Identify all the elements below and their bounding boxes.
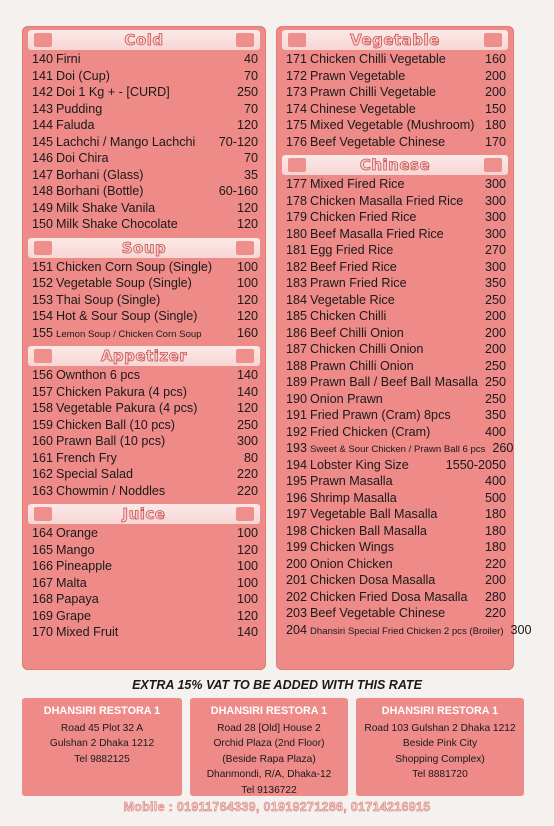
menu-item <box>22 102 266 119</box>
menu-item-number: 197 <box>286 507 308 521</box>
menu-item-price: 70 <box>243 101 258 116</box>
menu-item-number: 158 <box>32 401 54 415</box>
menu-item-name: Chicken Dosa Masalla <box>310 573 436 587</box>
menu-item-price: 180 <box>484 507 506 521</box>
menu-item-name: Doi Chira <box>56 151 109 165</box>
menu-item-price: 220 <box>484 606 506 620</box>
menu-item-name: Borhani (Glass) <box>56 167 144 182</box>
menu-item-price: 500 <box>484 490 506 505</box>
section-banner-soup <box>28 238 260 258</box>
menu-item-name: Chicken Fried Rice <box>310 210 417 224</box>
menu-item-name: Orange <box>56 526 99 540</box>
menu-item-number: 189 <box>286 375 308 389</box>
menu-item-number: 166 <box>32 559 54 573</box>
branch-card-dhanmondi <box>190 698 348 796</box>
menu-item-price: 140 <box>236 384 258 399</box>
menu-item-price: 250 <box>484 292 506 307</box>
menu-item <box>22 385 266 402</box>
menu-item <box>276 85 514 102</box>
menu-item-number: 155 <box>32 325 54 340</box>
menu-item-number: 186 <box>286 325 308 340</box>
menu-item-price: 160 <box>236 325 258 340</box>
menu-item-name: Shrimp Masalla <box>310 490 397 505</box>
menu-item-number: 187 <box>286 342 308 356</box>
menu-item <box>276 474 514 491</box>
menu-item-number: 183 <box>286 276 308 290</box>
menu-item <box>276 392 514 409</box>
menu-item-price: 200 <box>484 342 506 356</box>
menu-item <box>22 52 266 69</box>
menu-item-name: Pudding <box>56 101 103 116</box>
menu-item <box>22 151 266 168</box>
branch-phone: Tel 9136722 <box>241 784 297 796</box>
section-title: Vegetable <box>350 31 440 49</box>
menu-item-price: 270 <box>484 243 506 257</box>
menu-item-name: Beef Fried Rice <box>310 259 397 274</box>
menu-item-number: 152 <box>32 276 54 290</box>
menu-item-price: 100 <box>236 276 258 290</box>
menu-item-price: 300 <box>484 177 506 191</box>
menu-item-price: 120 <box>236 292 258 307</box>
menu-item <box>276 425 514 442</box>
menu-item-price: 180 <box>484 118 506 132</box>
menu-item-number: 163 <box>32 483 54 498</box>
menu-item <box>22 217 266 234</box>
menu-item <box>276 326 514 343</box>
menu-item-price: 400 <box>484 424 506 439</box>
menu-item <box>22 526 266 543</box>
menu-item-price: 170 <box>484 134 506 149</box>
menu-item-number: 157 <box>32 384 54 399</box>
section-title: Cold <box>124 31 164 49</box>
menu-item-price: 300 <box>510 622 532 637</box>
menu-item-name: Borhani (Bottle) <box>56 184 144 198</box>
menu-item <box>276 408 514 425</box>
menu-item-number: 184 <box>286 292 308 307</box>
menu-item <box>276 590 514 607</box>
menu-item <box>22 609 266 626</box>
menu-item <box>276 375 514 392</box>
menu-item-name: Doi (Cup) <box>56 68 110 83</box>
branch-name: DHANSIRI RESTORA 1 <box>210 705 328 717</box>
menu-item <box>276 458 514 475</box>
menu-item-name: Lobster King Size <box>310 457 409 472</box>
menu-item <box>22 592 266 609</box>
menu-item-name: Sweet & Sour Chicken / Prawn Ball 6 pcs <box>310 444 486 455</box>
menu-item-name: Beef Chilli Onion <box>310 325 404 340</box>
menu-item <box>276 359 514 376</box>
menu-item-name: Grape <box>56 608 92 623</box>
menu-item-price: 200 <box>484 309 506 323</box>
menu-item-name: Chicken Pakura (4 pcs) <box>56 384 187 399</box>
menu-item-number: 161 <box>32 450 54 465</box>
menu-item-number: 168 <box>32 592 54 606</box>
menu-item-number: 147 <box>32 167 54 182</box>
menu-item-number: 179 <box>286 210 308 224</box>
menu-item-name: Onion Chicken <box>310 556 393 571</box>
menu-item-name: Ownthon 6 pcs <box>56 368 141 382</box>
menu-item <box>22 260 266 277</box>
menu-item <box>276 135 514 152</box>
menu-item-number: 141 <box>32 68 54 83</box>
menu-item-price: 260 <box>492 441 514 455</box>
menu-item-name: Beef Vegetable Chinese <box>310 134 446 149</box>
branch-address-line: Beside Pink City <box>402 738 478 749</box>
menu-item-price: 70 <box>243 68 258 83</box>
menu-item-name: Hot & Sour Soup (Single) <box>56 309 198 323</box>
menu-item-number: 200 <box>286 556 308 571</box>
menu-item <box>22 135 266 152</box>
menu-item-number: 181 <box>286 243 308 257</box>
menu-item <box>22 85 266 102</box>
menu-item-price: 40 <box>243 52 258 66</box>
menu-item-price: 120 <box>236 401 258 415</box>
menu-item-name: Chinese Vegetable <box>310 101 416 116</box>
menu-item-price: 250 <box>236 417 258 432</box>
menu-item-name: Prawn Chilli Vegetable <box>310 85 437 99</box>
menu-item-number: 191 <box>286 408 308 422</box>
menu-item <box>276 309 514 326</box>
right-menu-panel <box>276 26 532 670</box>
menu-item-number: 192 <box>286 424 308 439</box>
menu-item-number: 165 <box>32 542 54 557</box>
vat-notice: EXTRA 15% VAT TO BE ADDED WITH THIS RATE <box>132 678 422 692</box>
menu-item <box>22 418 266 435</box>
branch-address-line: Road 45 Plot 32 A <box>60 722 144 734</box>
menu-item-price: 200 <box>484 85 506 99</box>
branch-address-line: (Beside Rapa Plaza) <box>222 753 316 765</box>
branch-address-line: Dhanmondi, R/A, Dhaka-12 <box>206 769 332 780</box>
menu-item-name: Papaya <box>56 592 99 606</box>
menu-item-number: 188 <box>286 358 308 373</box>
menu-item-number: 153 <box>32 292 54 307</box>
menu-item-price: 180 <box>484 523 506 538</box>
menu-item-price: 350 <box>484 276 506 290</box>
menu-item-price: 70-120 <box>218 134 258 149</box>
menu-item-price: 200 <box>484 68 506 83</box>
menu-item-number: 176 <box>286 134 308 149</box>
menu-item-price: 250 <box>484 358 506 373</box>
menu-item-name: Chicken Ball Masalla <box>310 523 427 538</box>
menu-item-number: 151 <box>32 259 54 274</box>
menu-item-name: Lemon Soup / Chicken Corn Soup <box>56 328 202 340</box>
menu-item-name: Egg Fried Rice <box>310 243 394 257</box>
menu-item <box>22 543 266 560</box>
menu-item-number: 160 <box>32 434 54 448</box>
menu-item-number: 142 <box>32 85 54 99</box>
menu-item-price: 160 <box>484 52 506 66</box>
branch-name: DHANSIRI RESTORA 1 <box>43 705 161 717</box>
branch-phone: Tel 8881720 <box>412 769 468 780</box>
menu-item-number: 149 <box>32 200 54 215</box>
menu-item-price: 150 <box>484 101 506 116</box>
menu-item-name: Vegetable Ball Masalla <box>310 507 438 521</box>
menu-item <box>22 293 266 310</box>
menu-item-name: Chicken Masalla Fried Rice <box>310 193 464 208</box>
menu-item <box>22 559 266 576</box>
menu-item-number: 175 <box>286 118 308 132</box>
menu-item <box>276 102 514 119</box>
menu-item-name: Faluda <box>56 118 95 132</box>
menu-item-number: 172 <box>286 68 308 83</box>
menu-item-price: 120 <box>236 200 258 215</box>
menu-item-number: 143 <box>32 101 54 116</box>
menu-item <box>276 52 514 69</box>
menu-item-price: 80 <box>243 450 258 465</box>
menu-item <box>22 434 266 451</box>
menu-item-price: 100 <box>236 259 258 274</box>
menu-item-price: 280 <box>484 589 506 604</box>
branch-address-line: Shopping Complex) <box>395 753 485 765</box>
menu-item-name: Firni <box>56 52 81 66</box>
menu-item-name: Prawn Chilli Onion <box>310 358 414 373</box>
menu-item-number: 174 <box>286 101 308 116</box>
menu-item-name: Chicken Fried Dosa Masalla <box>310 589 468 604</box>
menu-item-name: Prawn Ball (10 pcs) <box>56 434 166 448</box>
menu-item-number: 199 <box>286 540 308 554</box>
menu-item-name: Chicken Chilli <box>310 309 387 323</box>
menu-item-name: Lachchi / Mango Lachchi <box>56 134 196 149</box>
menu-item <box>22 69 266 86</box>
menu-item-name: Dhansiri Special Fried Chicken 2 pcs (Broiler) <box>310 625 504 637</box>
menu-item-name: French Fry <box>56 450 117 465</box>
menu-item-price: 250 <box>484 391 506 406</box>
menu-item <box>276 524 514 541</box>
menu-item-name: Beef Masalla Fried Rice <box>310 226 444 241</box>
menu-item <box>22 118 266 135</box>
menu-item <box>276 540 514 557</box>
menu-item-price: 250 <box>236 85 258 99</box>
branch-name: DHANSIRI RESTORA 1 <box>381 705 499 717</box>
menu-item <box>276 260 514 277</box>
menu-item <box>22 576 266 593</box>
menu-item-name: Chowmin / Noddles <box>56 483 166 498</box>
menu-item-number: 140 <box>32 52 54 66</box>
menu-item <box>22 309 266 326</box>
menu-item-number: 194 <box>286 457 308 472</box>
menu-item-price: 300 <box>236 434 258 448</box>
menu-item <box>276 276 514 293</box>
menu-item-price: 120 <box>236 608 258 623</box>
menu-item <box>276 622 532 640</box>
menu-item-price: 140 <box>236 368 258 382</box>
menu-item-price: 120 <box>236 118 258 132</box>
menu-item-name: Prawn Fried Rice <box>310 276 407 290</box>
menu-item-number: 177 <box>286 177 308 191</box>
menu-item <box>276 194 514 211</box>
menu-item-number: 196 <box>286 490 308 505</box>
menu-item <box>276 441 514 458</box>
menu-item-price: 250 <box>484 375 506 389</box>
menu-item-price: 100 <box>236 559 258 573</box>
menu-item <box>22 401 266 418</box>
menu-item-name: Mixed Vegetable (Mushroom) <box>310 118 475 132</box>
branch-card-gulshan-road-103 <box>356 698 524 796</box>
menu-item-name: Vegetable Rice <box>310 292 395 307</box>
menu-item <box>276 177 514 194</box>
menu-item-name: Prawn Masalla <box>310 474 393 488</box>
menu-item-number: 150 <box>32 217 54 231</box>
menu-item-price: 60-160 <box>218 184 258 198</box>
menu-item-number: 182 <box>286 259 308 274</box>
menu-item-name: Vegetable Soup (Single) <box>56 276 192 290</box>
menu-item <box>22 326 266 343</box>
menu-item-price: 140 <box>236 625 258 639</box>
menu-item-number: 178 <box>286 193 308 208</box>
menu-item <box>22 625 266 642</box>
menu-item-name: Mango <box>56 542 95 557</box>
menu-item-number: 162 <box>32 467 54 481</box>
menu-item-number: 154 <box>32 309 54 323</box>
menu-item-number: 169 <box>32 608 54 623</box>
menu-item-price: 300 <box>484 226 506 241</box>
menu-item-number: 201 <box>286 573 308 587</box>
menu-item-price: 200 <box>484 325 506 340</box>
menu-item-number: 171 <box>286 52 308 66</box>
menu-item-name: Milk Shake Vanila <box>56 200 156 215</box>
menu-item-number: 193 <box>286 441 308 455</box>
menu-item-number: 198 <box>286 523 308 538</box>
menu-item <box>22 276 266 293</box>
section-banner-cold <box>28 30 260 50</box>
menu-item-price: 180 <box>484 540 506 554</box>
left-menu-panel <box>22 26 266 670</box>
section-title: Soup <box>121 238 167 257</box>
section-banner-juice <box>28 504 260 524</box>
menu-item-number: 170 <box>32 625 54 639</box>
menu-item-name: Beef Vegetable Chinese <box>310 606 446 620</box>
menu-item-name: Milk Shake Chocolate <box>56 217 178 231</box>
menu-item-price: 220 <box>236 467 258 481</box>
menu-item <box>276 557 514 574</box>
menu-item <box>276 342 514 359</box>
menu-item-price: 100 <box>236 575 258 590</box>
menu-item-name: Malta <box>56 575 87 590</box>
menu-item-number: 167 <box>32 575 54 590</box>
menu-item <box>22 184 266 201</box>
menu-item <box>22 368 266 385</box>
menu-item-price: 400 <box>484 474 506 488</box>
menu-item-name: Chicken Chilli Onion <box>310 342 424 356</box>
menu-item-number: 144 <box>32 118 54 132</box>
menu-item-name: Prawn Ball / Beef Ball Masalla <box>310 375 478 389</box>
menu-item-name: Pineapple <box>56 559 113 573</box>
menu-item-number: 148 <box>32 184 54 198</box>
menu-item-number: 156 <box>32 368 54 382</box>
menu-item <box>22 201 266 218</box>
menu-item <box>22 168 266 185</box>
menu-item-price: 100 <box>236 592 258 606</box>
menu-item-name: Chicken Wings <box>310 540 394 554</box>
menu-item-price: 70 <box>243 151 258 165</box>
section-title: Chinese <box>359 156 431 174</box>
section-banner-appetizer <box>28 346 260 366</box>
menu-item-name: Doi 1 Kg + - [CURD] <box>56 85 170 99</box>
branch-address-line: Road 103 Gulshan 2 Dhaka 1212 <box>364 722 516 734</box>
branch-address-line: Orchid Plaza (2nd Floor) <box>213 738 325 749</box>
section-banner-chinese <box>282 155 508 175</box>
menu-item-number: 180 <box>286 226 308 241</box>
branch-address-line: Road 28 [Old] House 2 <box>217 722 321 734</box>
menu-item-name: Thai Soup (Single) <box>56 292 161 307</box>
menu-item-price: 300 <box>484 210 506 224</box>
menu-item-name: Prawn Vegetable <box>310 68 406 83</box>
menu-item-name: Mixed Fired Rice <box>310 177 405 191</box>
menu-item-name: Special Salad <box>56 467 134 481</box>
menu-item-price: 120 <box>236 542 258 557</box>
section-title: Juice <box>122 505 166 523</box>
menu-item <box>276 210 514 227</box>
branch-phone: Tel 9882125 <box>74 753 130 765</box>
menu-item-name: Chicken Corn Soup (Single) <box>56 259 213 274</box>
menu-item-number: 173 <box>286 85 308 99</box>
menu-item <box>276 118 514 135</box>
menu-item-price: 220 <box>484 556 506 571</box>
section-title: Appetizer <box>100 347 188 365</box>
menu-item <box>276 243 514 260</box>
menu-item-number: 185 <box>286 309 308 323</box>
menu-item-price: 120 <box>236 309 258 323</box>
menu-item <box>276 227 514 244</box>
menu-item-number: 164 <box>32 526 54 540</box>
menu-item-price: 350 <box>484 408 506 422</box>
menu-item-name: Mixed Fruit <box>56 625 119 639</box>
menu-item <box>22 451 266 468</box>
menu-item-number: 145 <box>32 134 54 149</box>
menu-item-name: Chicken Ball (10 pcs) <box>56 417 175 432</box>
menu-item <box>276 606 514 623</box>
menu-item-name: Fried Chicken (Cram) <box>310 424 431 439</box>
menu-item-number: 204 <box>286 622 308 637</box>
menu-item-number: 190 <box>286 391 308 406</box>
menu-item-price: 1550-2050 <box>445 457 506 472</box>
menu-item-number: 159 <box>32 417 54 432</box>
menu-item-name: Vegetable Pakura (4 pcs) <box>56 401 198 415</box>
menu-item <box>276 69 514 86</box>
menu-item-price: 35 <box>243 167 258 182</box>
menu-item <box>22 484 266 501</box>
section-banner-vegetable <box>282 30 508 50</box>
menu-item <box>276 507 514 524</box>
branch-card-gulshan <box>22 698 182 796</box>
menu-item-number: 202 <box>286 589 308 604</box>
menu-item-name: Chicken Chilli Vegetable <box>310 52 446 66</box>
menu-item-price: 120 <box>236 217 258 231</box>
mobile-numbers: Mobile : 01911764339, 01919271286, 01714216915 <box>123 800 431 814</box>
menu-item <box>276 491 514 508</box>
menu-item-price: 100 <box>236 526 258 540</box>
menu-item <box>22 467 266 484</box>
menu-item-number: 195 <box>286 474 308 488</box>
menu-item-price: 220 <box>236 483 258 498</box>
menu-item-price: 200 <box>484 573 506 587</box>
menu-item-price: 300 <box>484 259 506 274</box>
menu-item-price: 300 <box>484 193 506 208</box>
menu-item-number: 203 <box>286 606 308 620</box>
menu-item-number: 146 <box>32 151 54 165</box>
branch-address-line: Gulshan 2 Dhaka 1212 <box>49 738 155 749</box>
menu-item-name: Onion Prawn <box>310 391 383 406</box>
menu-item <box>276 573 514 590</box>
menu-item-name: Fried Prawn (Cram) 8pcs <box>310 408 451 422</box>
menu-item <box>276 293 514 310</box>
